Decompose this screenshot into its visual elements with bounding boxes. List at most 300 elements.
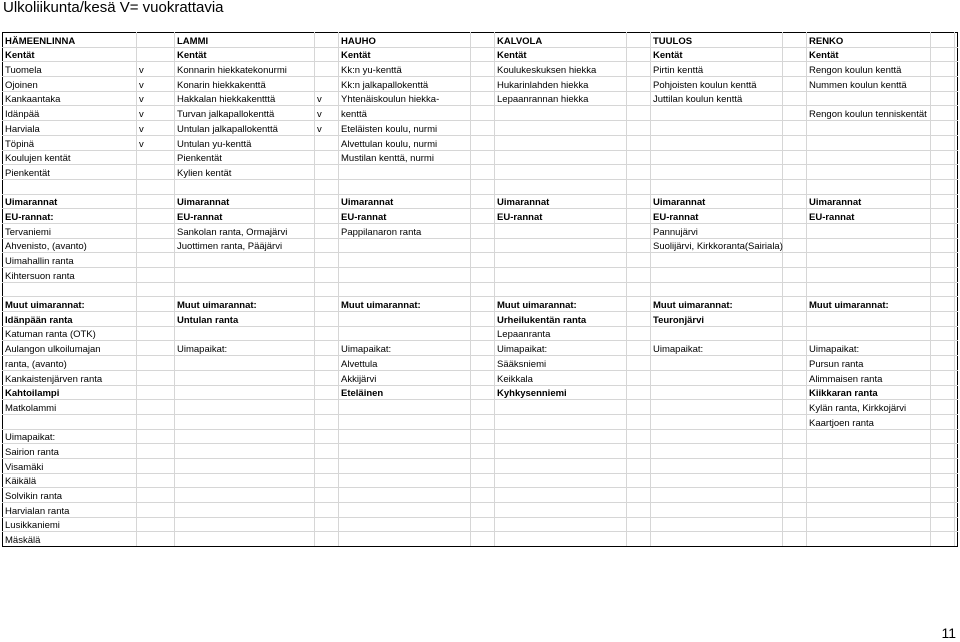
table-cell [315, 297, 339, 312]
table-cell [955, 33, 958, 48]
table-row [3, 370, 958, 385]
table-cell [175, 385, 315, 400]
table-cell [471, 62, 495, 77]
table-cell [955, 297, 958, 312]
table-cell: Kentät [495, 47, 627, 62]
table-cell [137, 503, 175, 518]
table-cell: Uimahallin ranta [3, 253, 137, 268]
table-cell [783, 444, 807, 459]
table-cell [339, 488, 471, 503]
table-cell: RENKO [807, 33, 931, 48]
table-cell [627, 312, 651, 327]
table-cell [315, 150, 339, 165]
table-cell [955, 356, 958, 371]
table-row [3, 517, 958, 532]
table-cell [471, 429, 495, 444]
table-cell [137, 429, 175, 444]
table-cell: Ojoinen [3, 77, 137, 92]
table-cell: Pienkentät [175, 150, 315, 165]
table-cell [931, 297, 955, 312]
table-cell [471, 370, 495, 385]
table-cell [931, 77, 955, 92]
table-cell [339, 503, 471, 518]
table-cell [783, 370, 807, 385]
table-cell [137, 33, 175, 48]
table-cell: Uimarannat [339, 194, 471, 209]
table-cell [315, 385, 339, 400]
table-cell [651, 253, 783, 268]
facilities-table [2, 32, 958, 547]
table-cell [783, 150, 807, 165]
table-cell [931, 532, 955, 547]
table-row [3, 400, 958, 415]
table-cell [807, 312, 931, 327]
table-cell [931, 33, 955, 48]
table-cell [955, 62, 958, 77]
table-cell [471, 150, 495, 165]
table-cell [783, 47, 807, 62]
table-cell [339, 312, 471, 327]
table-cell [627, 356, 651, 371]
table-cell: Uimarannat [651, 194, 783, 209]
table-cell [315, 326, 339, 341]
table-cell [315, 33, 339, 48]
table-cell: Eteläinen [339, 385, 471, 400]
table-cell [495, 473, 627, 488]
table-cell [471, 503, 495, 518]
table-cell [931, 312, 955, 327]
table-cell [627, 33, 651, 48]
table-cell [627, 209, 651, 224]
table-cell [627, 165, 651, 180]
table-cell [783, 414, 807, 429]
table-cell [339, 517, 471, 532]
table-cell [931, 488, 955, 503]
table-cell [495, 458, 627, 473]
table-cell [3, 414, 137, 429]
table-cell [315, 77, 339, 92]
table-cell: Käikälä [3, 473, 137, 488]
table-cell [315, 253, 339, 268]
table-cell [783, 209, 807, 224]
table-cell [627, 341, 651, 356]
table-cell [471, 135, 495, 150]
table-cell [3, 282, 137, 297]
table-cell [339, 414, 471, 429]
table-cell [627, 47, 651, 62]
table-cell: Kentät [339, 47, 471, 62]
table-cell [471, 458, 495, 473]
table-cell: Tervaniemi [3, 223, 137, 238]
table-cell [783, 121, 807, 136]
table-cell [783, 400, 807, 415]
table-cell [471, 253, 495, 268]
table-cell [471, 414, 495, 429]
table-cell: v [137, 91, 175, 106]
table-row [3, 91, 958, 106]
table-cell [137, 458, 175, 473]
table-cell [471, 209, 495, 224]
table-cell [931, 282, 955, 297]
table-cell: HÄMEENLINNA [3, 33, 137, 48]
table-cell: Konarin hiekkakenttä [175, 77, 315, 92]
table-cell [627, 150, 651, 165]
table-row [3, 385, 958, 400]
table-cell [931, 444, 955, 459]
table-cell: Harvialan ranta [3, 503, 137, 518]
table-cell [931, 503, 955, 518]
table-cell [471, 532, 495, 547]
table-cell [471, 400, 495, 415]
table-cell [471, 47, 495, 62]
table-cell [955, 444, 958, 459]
table-cell [807, 444, 931, 459]
table-cell: Ahvenisto, (avanto) [3, 238, 137, 253]
table-cell [783, 238, 807, 253]
table-cell [955, 414, 958, 429]
table-cell: Rengon koulun tenniskentät [807, 106, 931, 121]
table-cell [137, 473, 175, 488]
table-cell [471, 121, 495, 136]
table-cell: Uimapaikat: [807, 341, 931, 356]
table-cell [783, 532, 807, 547]
table-cell [339, 238, 471, 253]
table-cell: Eteläisten koulu, nurmi [339, 121, 471, 136]
table-cell [931, 150, 955, 165]
table-cell [955, 47, 958, 62]
table-cell [627, 135, 651, 150]
table-cell [955, 282, 958, 297]
table-cell [175, 268, 315, 283]
table-cell: Pohjoisten koulun kenttä [651, 77, 783, 92]
table-cell [783, 223, 807, 238]
table-cell [651, 150, 783, 165]
table-cell [137, 385, 175, 400]
table-cell [339, 444, 471, 459]
table-cell: Alvettula [339, 356, 471, 371]
table-cell: Kentät [651, 47, 783, 62]
table-cell: Kylän ranta, Kirkkojärvi [807, 400, 931, 415]
table-cell [471, 473, 495, 488]
table-cell: Konnarin hiekkatekonurmi [175, 62, 315, 77]
table-cell: v [137, 135, 175, 150]
table-cell [137, 370, 175, 385]
table-cell [495, 429, 627, 444]
table-row [3, 268, 958, 283]
table-cell [315, 488, 339, 503]
table-cell [783, 326, 807, 341]
table-cell [955, 150, 958, 165]
table-cell [651, 121, 783, 136]
table-cell: Suolijärvi, Kirkkoranta(Sairiala) [651, 238, 783, 253]
table-cell [471, 356, 495, 371]
table-cell: Matkolammi [3, 400, 137, 415]
table-cell [651, 326, 783, 341]
table-row [3, 165, 958, 180]
table-cell [783, 268, 807, 283]
table-cell [627, 253, 651, 268]
table-row [3, 297, 958, 312]
table-cell [471, 33, 495, 48]
table-cell [627, 77, 651, 92]
table-cell [627, 106, 651, 121]
table-cell [955, 91, 958, 106]
table-cell: Sankolan ranta, Ormajärvi [175, 223, 315, 238]
table-cell: Kaartjoen ranta [807, 414, 931, 429]
table-cell [137, 47, 175, 62]
table-cell [495, 223, 627, 238]
table-cell [807, 473, 931, 488]
table-cell [783, 33, 807, 48]
table-cell: EU-rannat [339, 209, 471, 224]
table-cell: Kyhkysenniemi [495, 385, 627, 400]
table-cell [807, 165, 931, 180]
table-cell: Muut uimarannat: [339, 297, 471, 312]
table-cell [651, 356, 783, 371]
table-cell [807, 268, 931, 283]
table-cell [137, 312, 175, 327]
table-cell [651, 444, 783, 459]
table-cell [955, 400, 958, 415]
table-cell [471, 238, 495, 253]
table-cell: Tuomela [3, 62, 137, 77]
table-cell [931, 209, 955, 224]
table-cell [955, 532, 958, 547]
table-cell: LAMMI [175, 33, 315, 48]
table-cell [315, 194, 339, 209]
table-row [3, 194, 958, 209]
table-cell [339, 282, 471, 297]
table-row [3, 135, 958, 150]
table-cell [807, 223, 931, 238]
table-cell [471, 444, 495, 459]
table-cell [137, 341, 175, 356]
table-cell [315, 135, 339, 150]
table-cell [137, 165, 175, 180]
table-cell [315, 282, 339, 297]
table-cell [315, 517, 339, 532]
table-cell [137, 150, 175, 165]
table-cell [627, 458, 651, 473]
table-cell: Muut uimarannat: [3, 297, 137, 312]
table-cell [339, 253, 471, 268]
table-cell: Uimarannat [807, 194, 931, 209]
table-cell [783, 165, 807, 180]
table-cell: Uimapaikat: [175, 341, 315, 356]
table-cell [783, 458, 807, 473]
table-cell [931, 121, 955, 136]
table-cell [783, 135, 807, 150]
table-cell [627, 444, 651, 459]
table-cell: Untulan ranta [175, 312, 315, 327]
table-cell [339, 473, 471, 488]
table-cell [627, 297, 651, 312]
table-cell: Idänpään ranta [3, 312, 137, 327]
table-cell [807, 179, 931, 194]
table-cell [783, 194, 807, 209]
table-cell [955, 106, 958, 121]
table-cell [137, 444, 175, 459]
table-cell [137, 532, 175, 547]
table-cell [137, 223, 175, 238]
table-cell: Muut uimarannat: [495, 297, 627, 312]
table-cell: Uimapaikat: [339, 341, 471, 356]
table-cell [955, 165, 958, 180]
table-cell [315, 223, 339, 238]
table-cell: Pienkentät [3, 165, 137, 180]
page-title: Ulkoliikunta/kesä V= vuokrattavia [3, 0, 224, 16]
table-cell [471, 194, 495, 209]
table-cell [627, 532, 651, 547]
table-cell [315, 473, 339, 488]
table-cell [651, 282, 783, 297]
table-cell [783, 91, 807, 106]
table-cell: Sääksniemi [495, 356, 627, 371]
table-cell: Mäskälä [3, 532, 137, 547]
table-cell [807, 429, 931, 444]
table-cell [137, 297, 175, 312]
table-cell: Teuronjärvi [651, 312, 783, 327]
table-cell: Koulujen kentät [3, 150, 137, 165]
table-cell [627, 429, 651, 444]
table-cell [627, 503, 651, 518]
table-cell [955, 194, 958, 209]
table-cell [931, 414, 955, 429]
table-cell [495, 135, 627, 150]
table-cell: Kankaantaka [3, 91, 137, 106]
table-cell [955, 503, 958, 518]
table-cell [175, 444, 315, 459]
table-cell [931, 458, 955, 473]
table-cell: Lepaanrannan hiekka [495, 91, 627, 106]
table-cell [495, 517, 627, 532]
table-cell [627, 194, 651, 209]
table-cell [315, 503, 339, 518]
table-cell: EU-rannat [807, 209, 931, 224]
table-cell [175, 488, 315, 503]
table-cell [807, 517, 931, 532]
table-cell [627, 370, 651, 385]
table-row [3, 414, 958, 429]
table-cell: EU-rannat: [3, 209, 137, 224]
table-cell [783, 62, 807, 77]
table-cell [651, 473, 783, 488]
table-cell [471, 268, 495, 283]
table-cell [783, 297, 807, 312]
table-cell [495, 282, 627, 297]
table-cell [783, 106, 807, 121]
table-cell [175, 532, 315, 547]
table-cell [955, 429, 958, 444]
table-cell [807, 135, 931, 150]
table-cell [471, 488, 495, 503]
table-cell: v [137, 121, 175, 136]
table-cell [471, 341, 495, 356]
table-cell [495, 106, 627, 121]
table-cell [955, 209, 958, 224]
table-cell [931, 223, 955, 238]
table-cell [931, 517, 955, 532]
table-cell: Kentät [807, 47, 931, 62]
table-cell [137, 356, 175, 371]
table-cell [175, 503, 315, 518]
table-cell [783, 312, 807, 327]
table-cell [651, 106, 783, 121]
table-cell [807, 532, 931, 547]
table-cell [175, 370, 315, 385]
table-cell [955, 312, 958, 327]
table-cell [783, 341, 807, 356]
table-cell [175, 400, 315, 415]
table-cell [471, 91, 495, 106]
table-cell [315, 370, 339, 385]
table-cell [931, 253, 955, 268]
table-row [3, 444, 958, 459]
table-cell: Kentät [3, 47, 137, 62]
table-cell: TUULOS [651, 33, 783, 48]
table-cell [627, 268, 651, 283]
table-cell [783, 77, 807, 92]
table-cell [931, 91, 955, 106]
table-cell [955, 458, 958, 473]
table-cell [651, 517, 783, 532]
table-cell [955, 268, 958, 283]
table-cell [339, 179, 471, 194]
table-cell: Solvikin ranta [3, 488, 137, 503]
table-cell [931, 238, 955, 253]
table-row [3, 47, 958, 62]
table-cell [955, 179, 958, 194]
table-cell [627, 414, 651, 429]
table-cell: kenttä [339, 106, 471, 121]
table-cell [495, 268, 627, 283]
table-cell: Hukarinlahden hiekka [495, 77, 627, 92]
table-cell: EU-rannat [175, 209, 315, 224]
table-cell [175, 253, 315, 268]
table-cell [783, 473, 807, 488]
table-cell [175, 356, 315, 371]
table-cell [495, 414, 627, 429]
table-cell: Pappilanaron ranta [339, 223, 471, 238]
table-cell: Juttilan koulun kenttä [651, 91, 783, 106]
table-row [3, 106, 958, 121]
table-cell: Muut uimarannat: [175, 297, 315, 312]
table-cell [175, 282, 315, 297]
table-cell [471, 165, 495, 180]
table-cell [651, 165, 783, 180]
table-cell [783, 385, 807, 400]
table-cell [315, 47, 339, 62]
table-cell [955, 223, 958, 238]
table-cell [471, 106, 495, 121]
table-cell [627, 62, 651, 77]
table-cell [137, 414, 175, 429]
table-cell [137, 238, 175, 253]
table-cell [315, 238, 339, 253]
table-cell [471, 223, 495, 238]
table-cell: Akkijärvi [339, 370, 471, 385]
table-cell: Harviala [3, 121, 137, 136]
table-cell [471, 385, 495, 400]
table-cell [931, 473, 955, 488]
table-cell [931, 429, 955, 444]
table-cell [955, 326, 958, 341]
table-cell [137, 488, 175, 503]
table-cell [495, 179, 627, 194]
table-cell: Visamäki [3, 458, 137, 473]
table-cell [315, 429, 339, 444]
table-cell [339, 429, 471, 444]
